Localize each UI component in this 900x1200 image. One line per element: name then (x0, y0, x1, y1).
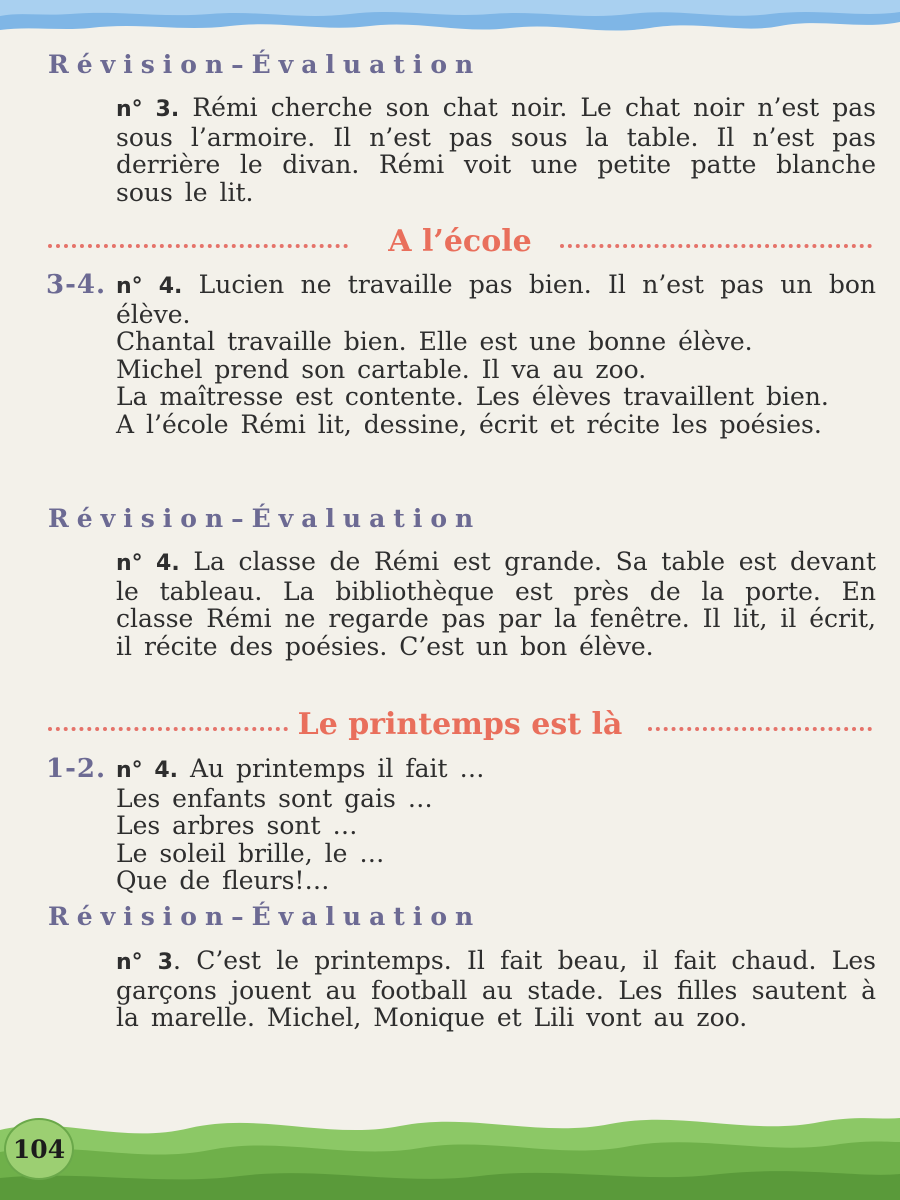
exercise-number: n° 4. (116, 551, 180, 576)
revision-title-1: Révision–Évaluation (48, 50, 482, 79)
page-number: 104 (4, 1118, 74, 1180)
ecole-line-2: Chantal travaille bien. Elle est une bonne élève. (116, 327, 753, 356)
exercise-number: n° 4. (116, 274, 183, 299)
revision-3-text: . C’est le printemps. Il fait beau, il fait chaud. Les garçons jouent au football au stade. Les filles sautent à la marelle. Michel, Monique et Lili vont au zoo. (116, 946, 876, 1032)
printemps-line-3: Les arbres sont … (116, 811, 358, 840)
revision-title-2: Révision–Évaluation (48, 504, 482, 533)
revision-title-3: Révision–Évaluation (48, 902, 482, 931)
revision-2-paragraph (116, 548, 876, 660)
section-heading-printemps (48, 707, 872, 741)
ecole-line-3: Michel prend son cartable. Il va au zoo. (116, 354, 647, 384)
revision-3-paragraph (116, 947, 876, 1032)
revision-1-text: Rémi cherche son chat noir. Le chat noir n’est pas sous l’armoire. Il n’est pas sous la table. Il n’est pas derrière le divan. Rémi voit une petite patte blanche sous le lit. (116, 93, 876, 207)
printemps-line-1: Au printemps il fait … (178, 754, 485, 783)
printemps-line-5: Que de fleurs!… (116, 866, 330, 895)
ecole-paragraph (116, 271, 876, 438)
revision-1-paragraph (116, 94, 876, 206)
ecole-line-4: La maîtresse est contente. Les élèves travaillent bien. (116, 382, 829, 411)
printemps-line-2: Les enfants sont gais … (116, 783, 433, 813)
lesson-number-printemps: 1-2. (46, 754, 107, 784)
exercise-number: n° 3. (116, 97, 180, 122)
lesson-number-ecole: 3-4. (46, 270, 107, 300)
section-heading-ecole (48, 224, 872, 258)
exercise-number: n° 4. (116, 758, 178, 783)
ecole-line-5: A l’école Rémi lit, dessine, écrit et récite les poésies. (116, 409, 822, 439)
exercise-number: n° 3 (116, 950, 173, 975)
printemps-paragraph (116, 755, 876, 895)
revision-2-text: La classe de Rémi est grande. Sa table est devant le tableau. La bibliothèque est près de la porte. En classe Rémi ne regarde pas par la fenêtre. Il lit, il écrit, il récite des poésies. C’est un bon élève. (116, 547, 876, 661)
section-title-ecole: A l’école (388, 224, 532, 259)
ecole-line-1: Lucien ne travaille pas bien. Il n’est pas un bon élève. (116, 270, 876, 329)
section-title-printemps: Le printemps est là (297, 707, 623, 742)
printemps-line-4: Le soleil brille, le … (116, 838, 385, 868)
